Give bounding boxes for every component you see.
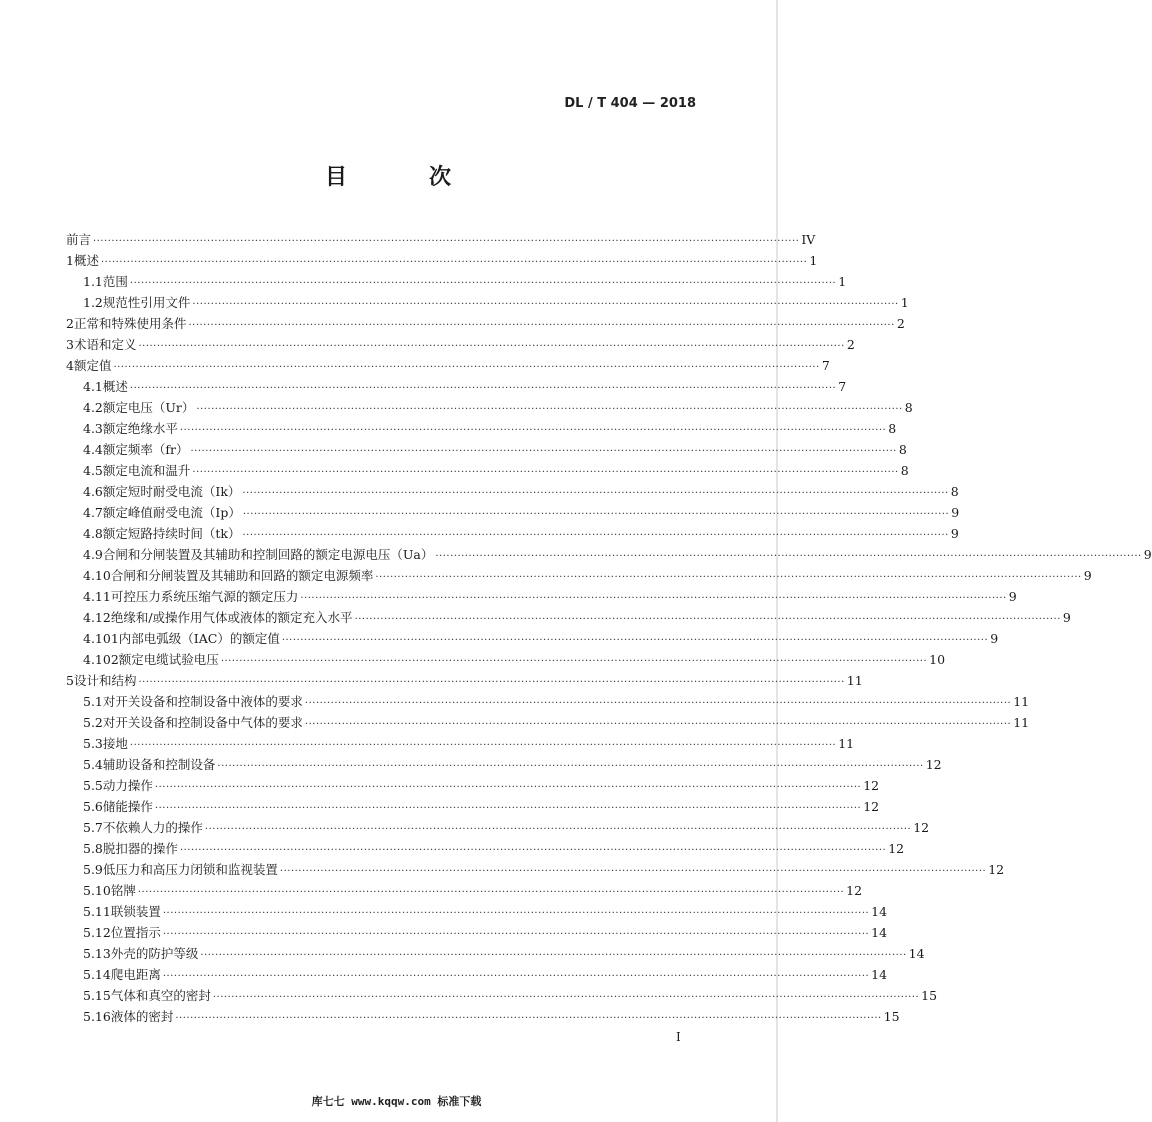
toc-entry-number: 5.12 [83, 925, 111, 940]
toc-entry-title: 合闸和分闸装置及其辅助和控制回路的额定电源电压（Ua） [102, 547, 434, 562]
toc-entry[interactable] [66, 922, 888, 943]
toc-dot-leader: ································································································································································································ [138, 677, 845, 688]
toc-entry[interactable] [66, 943, 925, 964]
toc-entry-number: 4.4 [83, 442, 103, 457]
toc-entry[interactable] [66, 355, 830, 376]
toc-entry-number: 5.3 [83, 736, 103, 751]
toc-entry-page: 2 [896, 316, 905, 331]
toc-entry-page: 12 [925, 757, 942, 772]
toc-entry[interactable] [66, 649, 946, 670]
toc-entry-title: 额定短路持续时间（tk） [102, 526, 241, 541]
toc-entry-title: 额定值 [73, 358, 112, 373]
toc-entry-page: 12 [988, 862, 1005, 877]
toc-entry-number: 2 [66, 316, 74, 331]
toc-entry-title: 不依赖人力的操作 [102, 820, 203, 835]
toc-entry-title: 液体的密封 [110, 1009, 174, 1024]
toc-entry-page: 12 [863, 778, 880, 793]
toc-entry[interactable] [66, 859, 1005, 880]
toc-entry-number: 4.7 [83, 505, 103, 520]
toc-entry-title: 额定频率（fr） [102, 442, 189, 457]
toc-entry-title: 可控压力系统压缩气源的额定压力 [110, 589, 299, 604]
toc-entry-page: 9 [951, 505, 960, 520]
toc-entry-title: 额定峰值耐受电流（Ip） [102, 505, 241, 520]
toc-entry-number: 5.13 [83, 946, 111, 961]
toc-entry[interactable] [66, 733, 855, 754]
toc-dot-leader: ································································································································································································ [93, 236, 800, 247]
toc-entry-page: 10 [929, 652, 946, 667]
toc-dot-leader: ································································································································································································ [281, 635, 989, 646]
toc-entry-title: 绝缘和/或操作用气体或液体的额定充入水平 [110, 610, 353, 625]
toc-entry-page: 9 [1143, 547, 1152, 562]
toc-entry[interactable] [66, 712, 1030, 733]
toc-entry-page: 8 [950, 484, 959, 499]
toc-entry-number: 5.15 [83, 988, 111, 1003]
toc-dot-leader: ································································································································································································ [204, 824, 912, 835]
toc-entry[interactable] [66, 670, 863, 691]
toc-entry[interactable] [66, 271, 847, 292]
toc-entry[interactable] [66, 376, 847, 397]
toc-dot-leader: ································································································································································································ [279, 866, 987, 877]
toc-dot-leader: ································································································································································································ [113, 362, 820, 373]
toc-entry-number: 5.14 [83, 967, 111, 982]
toc-dot-leader: ································································································································································································ [435, 551, 1142, 562]
toc-entry-number: 3 [66, 337, 74, 352]
toc-dot-leader: ································································································································································································ [154, 782, 862, 793]
page-number: I [676, 1030, 681, 1044]
toc-entry-title: 额定绝缘水平 [102, 421, 178, 436]
footer-watermark: 库七七 www.kqqw.com 标准下载 [311, 1095, 482, 1108]
toc-entry-number: 1.1 [83, 274, 103, 289]
toc-entry[interactable] [66, 628, 999, 649]
toc-entry[interactable] [66, 775, 880, 796]
toc-entry[interactable] [66, 250, 818, 271]
toc-entry-page: 9 [1083, 568, 1092, 583]
toc-dot-leader: ································································································································································································ [354, 614, 1061, 625]
toc-entry-page: 7 [838, 379, 847, 394]
toc-entry[interactable] [66, 880, 863, 901]
toc-dot-leader: ································································································································································································ [129, 740, 837, 751]
toc-dot-leader: ································································································································································································ [162, 929, 870, 940]
toc-entry-number: 4.1 [83, 379, 103, 394]
toc-entry-page: 14 [871, 925, 888, 940]
toc-entry-page: 1 [838, 274, 847, 289]
toc-entry-number: 5.5 [83, 778, 103, 793]
toc-entry-title: 规范性引用文件 [102, 295, 191, 310]
toc-entry-title: 对开关设备和控制设备中气体的要求 [102, 715, 303, 730]
toc-entry-number: 1.2 [83, 295, 103, 310]
toc-entry-page: 11 [846, 673, 863, 688]
toc-entry-number: 4.9 [83, 547, 103, 562]
toc-entry-number: 5.9 [83, 862, 103, 877]
toc-entry[interactable] [66, 1006, 900, 1027]
toc-entry-page: 1 [809, 253, 818, 268]
toc-dot-leader: ································································································································································································ [200, 950, 907, 961]
toc-dot-leader: ································································································································································································ [300, 593, 1007, 604]
toc-entry-page: 12 [888, 841, 905, 856]
toc-dot-leader: ································································································································································································ [162, 908, 870, 919]
toc-entry-number: 5.16 [83, 1009, 111, 1024]
toc-entry-title: 动力操作 [102, 778, 153, 793]
toc-entry-page: 12 [913, 820, 930, 835]
toc-entry[interactable] [66, 397, 913, 418]
toc-entry-number: 1 [66, 253, 74, 268]
toc-entry[interactable] [66, 565, 1092, 586]
toc-entry-title: 概述 [102, 379, 128, 394]
toc-entry[interactable] [66, 544, 1152, 565]
toc-entry[interactable] [66, 985, 938, 1006]
toc-entry-title: 前言 [66, 232, 92, 247]
toc-dot-leader: ································································································································································································ [137, 887, 845, 898]
toc-entry-number: 5.4 [83, 757, 103, 772]
toc-entry-title: 额定电压（Ur） [102, 400, 195, 415]
toc-entry-page: 8 [904, 400, 913, 415]
toc-entry[interactable] [66, 964, 888, 985]
toc-entry-title: 外壳的防护等级 [110, 946, 199, 961]
table-of-contents [66, 229, 1152, 1027]
toc-entry-page: 9 [1008, 589, 1017, 604]
toc-dot-leader: ································································································································································································ [217, 761, 924, 772]
toc-entry-page: IV [801, 232, 816, 247]
toc-entry[interactable] [66, 817, 930, 838]
toc-entry-title: 额定短时耐受电流（Ik） [102, 484, 241, 499]
toc-entry-title: 接地 [102, 736, 128, 751]
toc-dot-leader: ································································································································································································ [212, 992, 920, 1003]
toc-dot-leader: ································································································································································································ [242, 509, 950, 520]
standard-code: DL / T 404 — 2018 [564, 96, 696, 111]
toc-entry-title: 内部电弧级（IAC）的额定值 [118, 631, 280, 646]
toc-entry[interactable] [66, 229, 816, 250]
toc-dot-leader: ································································································································································································ [190, 446, 897, 457]
toc-dot-leader: ································································································································································································ [242, 530, 949, 541]
toc-entry-title: 术语和定义 [73, 337, 137, 352]
toc-entry-page: 15 [883, 1009, 900, 1024]
toc-entry[interactable] [66, 418, 897, 439]
toc-entry[interactable] [66, 334, 855, 355]
toc-entry-title: 铭牌 [110, 883, 136, 898]
toc-entry-page: 11 [1013, 694, 1030, 709]
toc-entry[interactable] [66, 481, 959, 502]
toc-entry-number: 4.101 [83, 631, 119, 646]
toc-dot-leader: ································································································································································································ [138, 341, 845, 352]
toc-entry-page: 14 [871, 904, 888, 919]
toc-entry-page: 9 [950, 526, 959, 541]
toc-entry-title: 储能操作 [102, 799, 153, 814]
toc-entry[interactable] [66, 460, 909, 481]
toc-dot-leader: ································································································································································································ [375, 572, 1082, 583]
toc-dot-leader: ································································································································································································ [100, 257, 808, 268]
toc-entry-title: 位置指示 [110, 925, 161, 940]
toc-entry-page: 8 [898, 442, 907, 457]
toc-entry-page: 9 [1062, 610, 1071, 625]
toc-dot-leader: ································································································································································································ [304, 719, 1012, 730]
toc-entry-page: 11 [1013, 715, 1030, 730]
toc-entry-page: 8 [888, 421, 897, 436]
toc-entry[interactable] [66, 292, 909, 313]
toc-entry-title: 正常和特殊使用条件 [73, 316, 187, 331]
toc-entry-title: 概述 [73, 253, 99, 268]
toc-dot-leader: ································································································································································································ [304, 698, 1012, 709]
toc-entry-page: 2 [846, 337, 855, 352]
toc-entry[interactable] [66, 901, 888, 922]
toc-entry-title: 联锁装置 [110, 904, 161, 919]
toc-dot-leader: ································································································································································································ [129, 383, 837, 394]
toc-entry-number: 4.8 [83, 526, 103, 541]
toc-dot-leader: ································································································································································································ [188, 320, 895, 331]
toc-entry-number: 4.3 [83, 421, 103, 436]
toc-entry-page: 7 [821, 358, 830, 373]
toc-entry-number: 5.2 [83, 715, 103, 730]
toc-dot-leader: ································································································································································································ [175, 1013, 882, 1024]
toc-entry[interactable] [66, 439, 907, 460]
toc-entry-page: 14 [871, 967, 888, 982]
toc-entry-title: 合闸和分闸装置及其辅助和回路的额定电源频率 [110, 568, 374, 583]
toc-entry-number: 4.10 [83, 568, 111, 583]
toc-dot-leader: ································································································································································································ [179, 845, 887, 856]
toc-entry-page: 11 [838, 736, 855, 751]
toc-entry-title: 设计和结构 [73, 673, 137, 688]
toc-entry-title: 辅助设备和控制设备 [102, 757, 216, 772]
toc-dot-leader: ································································································································································································ [179, 425, 887, 436]
toc-entry-number: 4.6 [83, 484, 103, 499]
toc-entry-number: 5.6 [83, 799, 103, 814]
toc-entry[interactable] [66, 502, 960, 523]
toc-entry-page: 15 [921, 988, 938, 1003]
toc-entry[interactable] [66, 586, 1017, 607]
toc-entry-title: 低压力和高压力闭锁和监视装置 [102, 862, 278, 877]
toc-entry-title: 脱扣器的操作 [102, 841, 178, 856]
toc-entry-title: 爬电距离 [110, 967, 161, 982]
toc-entry-title: 范围 [102, 274, 128, 289]
toc-entry-page: 12 [863, 799, 880, 814]
toc-entry-page: 14 [908, 946, 925, 961]
toc-entry-title: 气体和真空的密封 [110, 988, 211, 1003]
toc-dot-leader: ································································································································································································ [196, 404, 903, 415]
toc-entry[interactable] [66, 796, 880, 817]
toc-entry[interactable] [66, 754, 942, 775]
toc-entry-number: 4.5 [83, 463, 103, 478]
toc-entry-number: 4.11 [83, 589, 111, 604]
toc-entry[interactable] [66, 523, 959, 544]
toc-dot-leader: ································································································································································································ [192, 467, 899, 478]
toc-entry-page: 8 [900, 463, 909, 478]
toc-entry-number: 4.12 [83, 610, 111, 625]
toc-dot-leader: ································································································································································································ [220, 656, 928, 667]
toc-entry-number: 4 [66, 358, 74, 373]
toc-entry-title: 额定电流和温升 [102, 463, 191, 478]
toc-entry-page: 12 [846, 883, 863, 898]
toc-entry-number: 4.2 [83, 400, 103, 415]
toc-entry-number: 5 [66, 673, 74, 688]
toc-entry[interactable] [66, 838, 905, 859]
toc-entry-page: 9 [990, 631, 999, 646]
toc-title: 目 次 [324, 164, 481, 190]
toc-entry-number: 5.1 [83, 694, 103, 709]
toc-entry-number: 5.7 [83, 820, 103, 835]
toc-entry-title: 对开关设备和控制设备中液体的要求 [102, 694, 303, 709]
toc-dot-leader: ································································································································································································ [129, 278, 837, 289]
toc-entry-number: 5.10 [83, 883, 111, 898]
toc-entry[interactable] [66, 607, 1071, 628]
toc-dot-leader: ································································································································································································ [192, 299, 899, 310]
toc-entry-number: 5.8 [83, 841, 103, 856]
toc-entry[interactable] [66, 313, 905, 334]
toc-dot-leader: ································································································································································································ [162, 971, 870, 982]
toc-entry-page: 1 [900, 295, 909, 310]
toc-dot-leader: ································································································································································································ [154, 803, 862, 814]
toc-entry-title: 额定电缆试验电压 [118, 652, 219, 667]
toc-entry-number: 5.11 [83, 904, 111, 919]
toc-dot-leader: ································································································································································································ [242, 488, 949, 499]
toc-entry-number: 4.102 [83, 652, 119, 667]
toc-entry[interactable] [66, 691, 1030, 712]
